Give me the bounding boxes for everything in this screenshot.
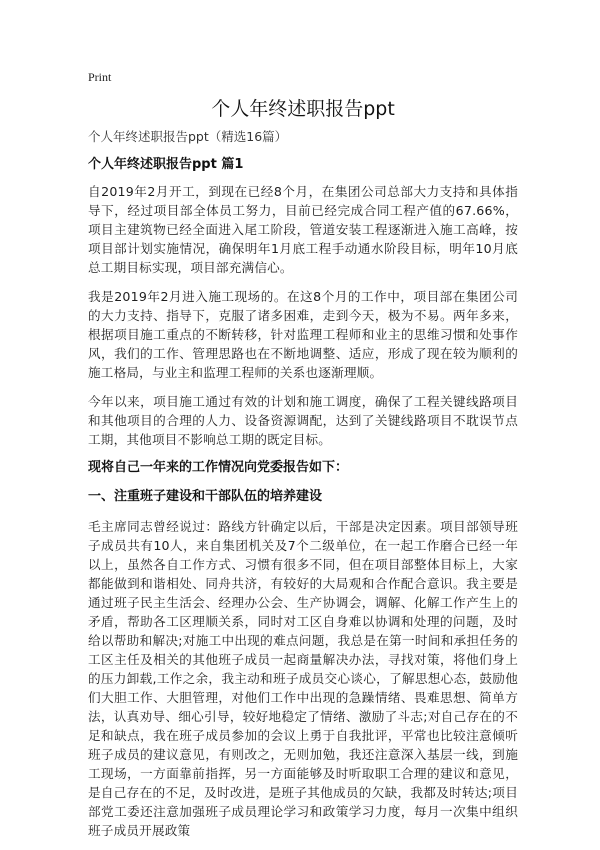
document-subtitle: 个人年终述职报告ppt（精选16篇） bbox=[88, 129, 288, 144]
section1-heading: 一、注重班子建设和干部队伍的培养建设 bbox=[88, 489, 323, 504]
document-title: 个人年终述职报告ppt bbox=[211, 98, 395, 120]
paragraph: 自2019年2月开工，到现在已经8个月，在集团公司总部大力支持和具体指导下，经过项目部全体员工努力，目前已经完成合同工程产值的67.66%，项目主建筑物已经全面进入尾工阶段，管道安装工程逐渐进入施工高峰，按项目部计划实施情况，确保明年1月底工程手动通水阶段目标，明年10月底总工期目标实现，项目部充满信心。 bbox=[88, 184, 518, 275]
report-heading: 现将自己一年来的工作情况向党委报告如下： bbox=[88, 460, 349, 475]
section-title: 个人年终述职报告ppt 篇1 bbox=[88, 157, 244, 172]
paragraph: 今年以来，项目施工通过有效的计划和施工调度，确保了工程关键线路项目和其他项目的合理的人力、设备资源调配，达到了关键线路项目不耽误节点工期，其他项目不影响总工期的既定目标。 bbox=[88, 394, 518, 447]
paragraph: 我是2019年2月进入施工现场的。在这8个月的工作中，项目部在集团公司的大力支持、指导下，克服了诸多困难，走到今天，极为不易。两年多来，根据项目施工重点的不断转移，针对监理工程师和业主的思维习惯和处事作风，我们的工作、管理思路也在不断地调整、适应，形成了现在较为顺利的施工格局，与业主和监理工程师的关系也逐渐理顺。 bbox=[88, 289, 518, 380]
document-page bbox=[88, 66, 518, 850]
paragraph: 毛主席同志曾经说过：路线方针确定以后，干部是决定因素。项目部领导班子成员共有10人，来自集团机关及7个二级单位，在一起工作磨合已经一年以上，虽然各自工作方式、习惯有很多不同，但在项目部整体目标上，大家都能做到和谐相处、同舟共济，有较好的大局观和合作配合意识。我主要是通过班子民主生活会、经理办公会、生产协调会，调解、化解工作产生上的矛盾，帮助各工区理顺关系，同时对工区自身难以协调和处理的问题，及时给以帮助和解决;对施工中出现的难点问题，我总是在第一时间和承担任务的工区主任及相关的其他班子成员一起商量解决办法，寻找对策，将他们身上的压力卸载,工作之余，我主动和班子成员交心谈心，了解思想心态，鼓励他们大胆工作、大胆管理，对他们工作中出现的急躁情绪、畏难思想、简单方法，认真劝导、细心引导，较好地稳定了情绪、激励了斗志;对自己存在的不足和缺点，我在班子成员参加的会议上勇于自我批评，平常也比较注意倾听班子成员的建议意见，有则改之，无则加勉，我还注意深入基层一线，到施工现场，一方面靠前指挥，另一方面能够及时听取职工合理的建议和意见，是自己存在的不足，及时改进，是班子其他成员的欠缺，我都及时转达;项目部党工委还注意加强班子成员理论学习和政策学习力度，每月一次集中组织班子成员开展政策 bbox=[88, 519, 518, 838]
print-label[interactable]: Print bbox=[88, 70, 112, 84]
